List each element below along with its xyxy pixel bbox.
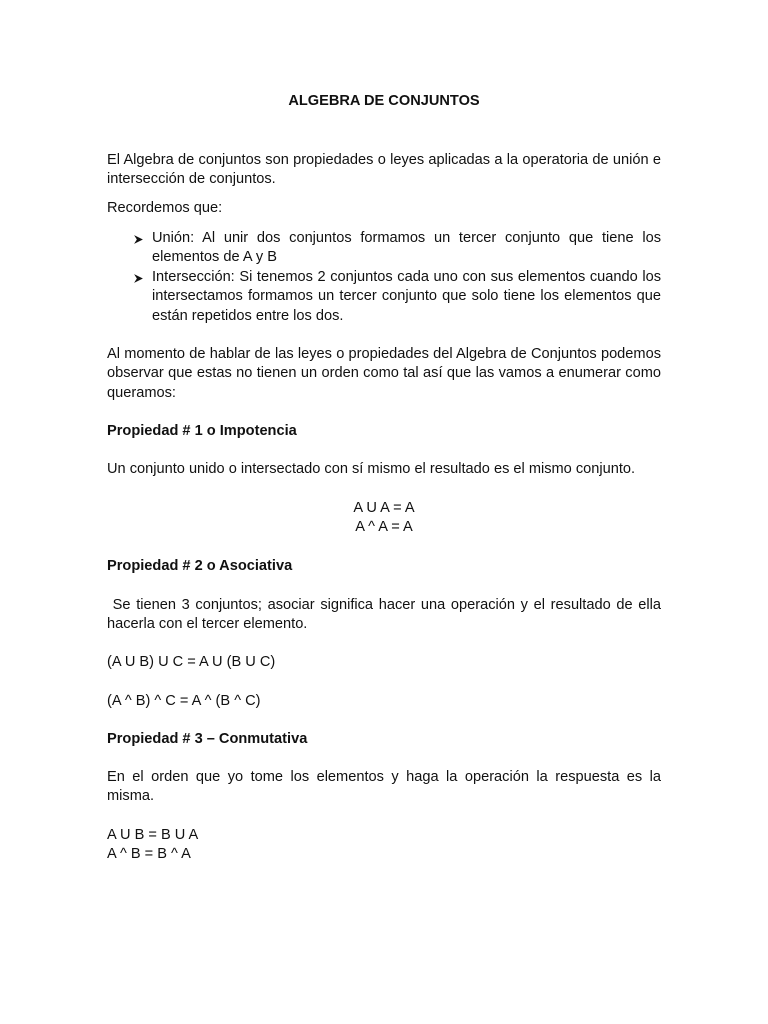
list-item-intersection: [107, 268, 661, 326]
reminder-text: Recordemos que:: [107, 200, 223, 216]
property-3-formulas: [107, 826, 661, 865]
property-3-description: En el orden que yo tome los elementos y haga la operación la respuesta es la misma.: [107, 769, 661, 805]
formula: (A ^ B) ^ C = A ^ (B ^ C): [107, 693, 261, 709]
document-title: ALGEBRA DE CONJUNTOS: [288, 93, 480, 109]
intro-paragraph: El Algebra de conjuntos son propiedades o leyes aplicadas a la operatoria de unión e intersección de conjuntos.: [107, 152, 661, 188]
property-2-description: Se tienen 3 conjuntos; asociar significa hacer una operación y el resultado de ella hacerla con el tercer elemento.: [107, 597, 666, 633]
list-item-union: [107, 229, 661, 268]
list-item-text: Intersección: Si tenemos 2 conjuntos cada uno con sus elementos cuando los intersectamos formamos un tercer conjunto que solo tiene los elementos que están repetidos entre los dos.: [152, 268, 661, 324]
formula: (A U B) U C = A U (B U C): [107, 654, 276, 670]
property-1-formulas: [107, 499, 661, 538]
laws-intro-paragraph: Al momento de hablar de las leyes o propiedades del Algebra de Conjuntos podemos observar que estas no tienen un orden como tal así que las vamos a enumerar como queramos:: [107, 346, 661, 401]
list-item-text: Unión: Al unir dos conjuntos formamos un tercer conjunto que tiene los elementos de A y B: [152, 230, 661, 266]
formula: A U B = B U A: [107, 827, 199, 843]
formula: A U A = A: [353, 500, 415, 516]
formula: A ^ A = A: [355, 519, 413, 536]
arrowhead-bullet-icon: [133, 234, 144, 245]
property-3-heading: Propiedad # 3 – Conmutativa: [107, 731, 308, 747]
document-page: [107, 0, 666, 1024]
formula: A ^ B = B ^ A: [107, 846, 191, 863]
definition-list: [107, 229, 661, 326]
property-1-heading: Propiedad # 1 o Impotencia: [107, 423, 297, 439]
property-2-heading: Propiedad # 2 o Asociativa: [107, 558, 293, 574]
arrowhead-bullet-icon: [133, 273, 144, 284]
property-1-description: Un conjunto unido o intersectado con sí mismo el resultado es el mismo conjunto.: [107, 461, 636, 477]
